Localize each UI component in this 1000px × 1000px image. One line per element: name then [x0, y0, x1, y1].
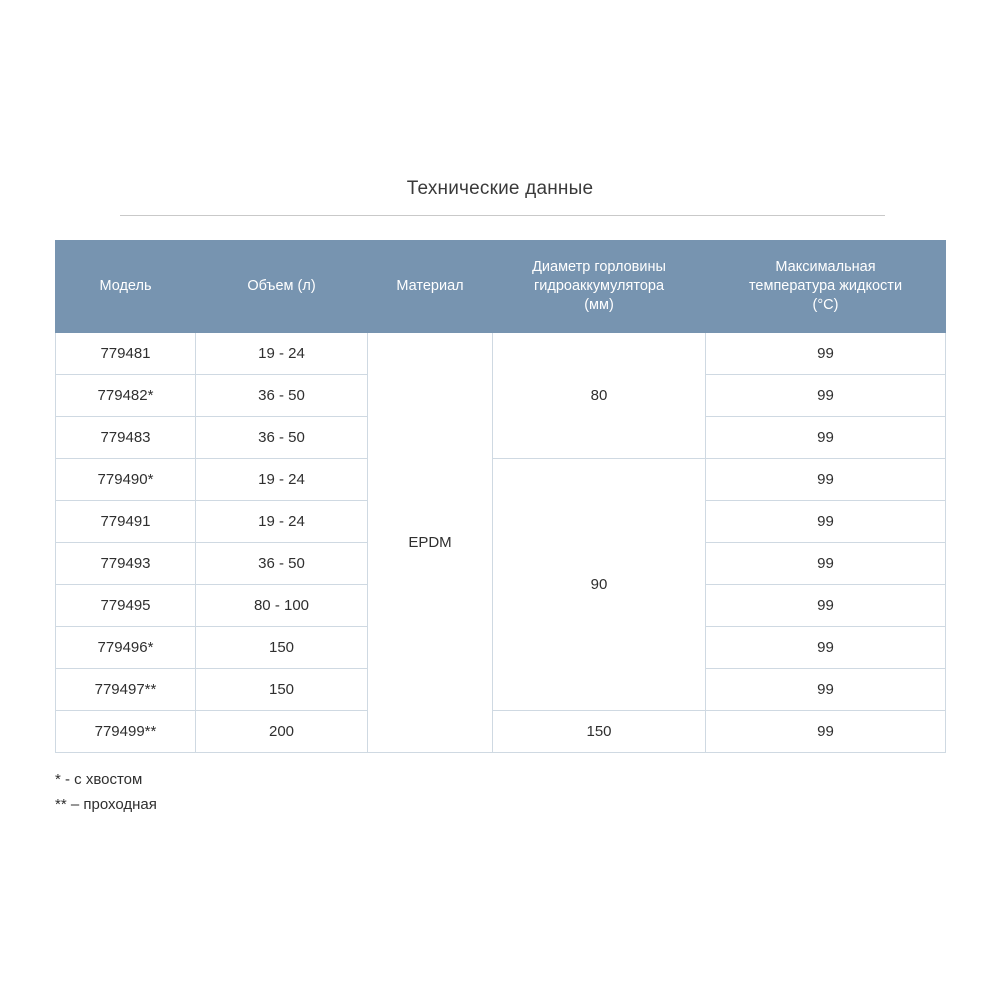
cell-diameter: 90	[493, 459, 706, 711]
cell-volume: 19 - 24	[196, 459, 368, 501]
cell-model: 779482*	[56, 375, 196, 417]
cell-model: 779491	[56, 501, 196, 543]
cell-diameter: 150	[493, 711, 706, 753]
title-divider	[120, 215, 885, 216]
column-header-material	[368, 241, 493, 333]
cell-volume: 36 - 50	[196, 375, 368, 417]
column-header-diameter-line3: (мм)	[584, 296, 614, 313]
cell-model: 779481	[56, 333, 196, 375]
footnote-2: ** – проходная	[55, 796, 157, 814]
technical-data-table	[55, 240, 946, 753]
table-row	[56, 459, 946, 501]
cell-model: 779490*	[56, 459, 196, 501]
column-header-model	[56, 241, 196, 333]
column-header-temperature-line1: Максимальная	[775, 259, 876, 276]
column-header-material-label: Материал	[396, 278, 464, 295]
cell-volume: 150	[196, 627, 368, 669]
cell-volume: 150	[196, 669, 368, 711]
cell-temperature: 99	[706, 543, 946, 585]
table-body	[56, 333, 946, 753]
column-header-volume-label: Объем (л)	[247, 278, 316, 295]
cell-temperature: 99	[706, 375, 946, 417]
cell-model: 779493	[56, 543, 196, 585]
table-row	[56, 333, 946, 375]
cell-temperature: 99	[706, 669, 946, 711]
column-header-temperature-line3: (°C)	[812, 296, 839, 313]
column-header-diameter-line1: Диаметр горловины	[532, 259, 666, 276]
column-header-diameter-line2: гидроаккумулятора	[533, 278, 665, 295]
table-header-row	[56, 241, 946, 333]
cell-volume: 200	[196, 711, 368, 753]
cell-volume: 19 - 24	[196, 333, 368, 375]
cell-model: 779495	[56, 585, 196, 627]
table-row	[56, 711, 946, 753]
cell-diameter: 80	[493, 333, 706, 459]
column-header-temperature	[706, 241, 946, 333]
column-header-volume	[196, 241, 368, 333]
cell-model: 779497**	[56, 669, 196, 711]
cell-temperature: 99	[706, 585, 946, 627]
cell-temperature: 99	[706, 459, 946, 501]
cell-model: 779499**	[56, 711, 196, 753]
cell-volume: 36 - 50	[196, 417, 368, 459]
cell-volume: 19 - 24	[196, 501, 368, 543]
cell-volume: 36 - 50	[196, 543, 368, 585]
cell-material: EPDM	[368, 333, 493, 753]
cell-temperature: 99	[706, 333, 946, 375]
column-header-diameter	[493, 241, 706, 333]
page-title: Технические данные	[406, 178, 594, 199]
cell-temperature: 99	[706, 417, 946, 459]
cell-volume: 80 - 100	[196, 585, 368, 627]
cell-temperature: 99	[706, 711, 946, 753]
footnotes	[55, 768, 157, 819]
cell-temperature: 99	[706, 501, 946, 543]
column-header-temperature-line2: температура жидкости	[748, 278, 903, 295]
table-header	[56, 241, 946, 333]
cell-model: 779496*	[56, 627, 196, 669]
cell-model: 779483	[56, 417, 196, 459]
cell-temperature: 99	[706, 627, 946, 669]
footnote-1: * - с хвостом	[55, 771, 143, 788]
column-header-model-label: Модель	[99, 278, 152, 295]
